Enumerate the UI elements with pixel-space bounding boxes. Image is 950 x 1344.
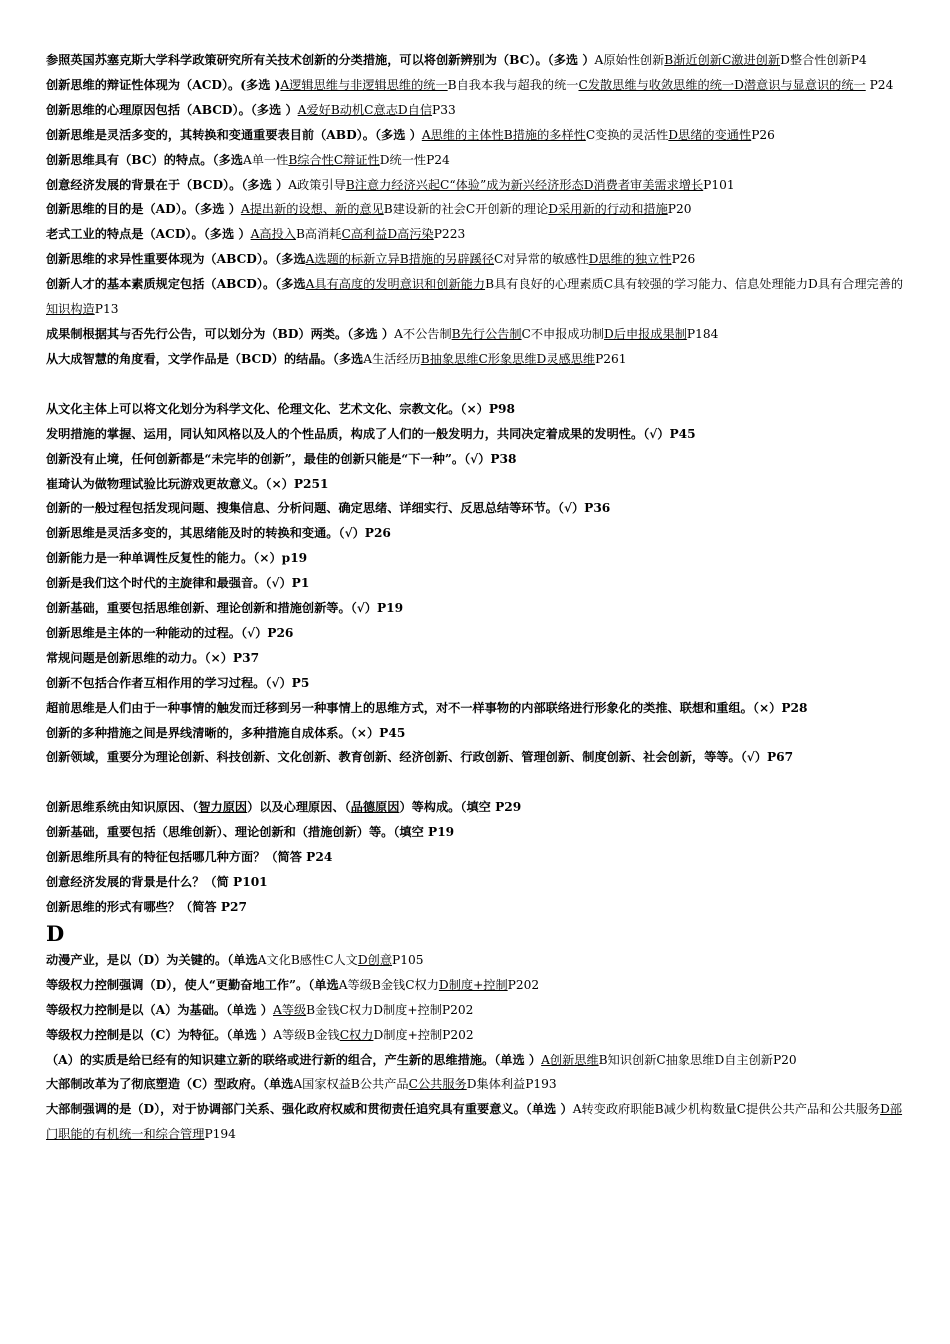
question-stem: 大部制改革为了彻底塑造（C）型政府。（单选	[46, 1077, 294, 1092]
answer-options: P101	[703, 177, 735, 192]
question-line	[46, 1097, 906, 1147]
answer-options-underlined: D制度+控制	[438, 977, 508, 992]
answer-options-underlined: B注意力经济兴起C“体验”成为新兴经济形态D消费者审美需求增长	[345, 177, 704, 192]
answer-options-underlined: B抽象思维C形象思维D灵感思维	[420, 351, 596, 366]
answer-options: A不公告制	[394, 326, 452, 341]
question-line	[46, 973, 906, 998]
answer-options-underlined: C发散思维与收敛思维的统一D潜意识与显意识的统一	[578, 77, 866, 92]
question-stem: 等级权力控制是以（A）为基础。（单选 ）	[46, 1002, 273, 1017]
true-false-line: 从文化主体上可以将文化划分为科学文化、伦理文化、艺术文化、宗教文化。（×）P98	[46, 401, 515, 416]
short-answer-line: 创新思维所具有的特征包括哪几种方面？（简答 P24	[46, 850, 333, 865]
question-line	[46, 1072, 906, 1097]
question-stem: 创新人才的基本素质规定包括（ABCD）。（多选	[46, 277, 306, 292]
answer-options: P223	[433, 227, 466, 242]
answer-options: P24	[865, 77, 894, 92]
answer-options: P261	[595, 351, 627, 366]
answer-options: P105	[392, 952, 424, 967]
answer-options-underlined: C公共服务	[408, 1077, 467, 1092]
question-stem: 创新思维的求异性重要体现为（ABCD）。（多选	[46, 252, 306, 267]
question-stem: 参照英国苏塞克斯大学科学政策研究所有关技术创新的分类措施，可以将创新辨别为（BC）。（多选 ）	[46, 53, 595, 67]
answer-options: C变换的灵活性	[585, 127, 669, 142]
single-choice-section	[46, 948, 906, 1147]
question-line	[46, 322, 906, 347]
answer-options: P184	[686, 326, 719, 341]
true-false-line: 创新能力是一种单调性反复性的能力。（×）p19	[46, 551, 308, 566]
question-line	[46, 98, 906, 123]
question-stem: 大部制强调的是（D），对于协调部门关系、强化政府权威和贯彻责任追究具有重要意义。（单选 ）	[46, 1102, 573, 1117]
question-stem: 等级权力控制是以（C）为特征。（单选 ）	[46, 1027, 274, 1042]
answer-options-underlined: B综合性C辩证性	[288, 152, 380, 167]
answer-options-underlined: A创新思维	[541, 1052, 599, 1067]
answer-options: P33	[432, 102, 456, 117]
true-false-section	[46, 397, 906, 771]
true-false-line: 创新不包括合作者互相作用的学习过程。（√）P5	[46, 675, 310, 690]
answer-options-underlined: A高投入	[250, 227, 296, 242]
question-stem: 创意经济发展的背景在于（BCD）。（多选 ）	[46, 177, 289, 192]
question-line	[46, 73, 906, 98]
answer-options: B金钱C权力D制度+控制P202	[306, 1002, 474, 1017]
question-stem: 创新思维的辩证性体现为（ACD）。(多选 )	[46, 77, 281, 92]
answer-options-underlined: A思维的主体性B措施的多样性	[421, 127, 586, 142]
true-false-line: 创新思维是主体的一种能动的过程。（√）P26	[46, 625, 294, 640]
question-line	[46, 948, 906, 973]
question-stem: 创新思维的心理原因包括（ABCD）。（多选 ）	[46, 102, 298, 117]
answer-options: P202	[507, 977, 540, 992]
true-false-line: 发明措施的掌握、运用，同认知风格以及人的个性品质，构成了人们的一般发明力，共同决定着成果的发明性。（√）P45	[46, 426, 696, 441]
answer-options-underlined: 知识构造	[46, 302, 95, 317]
question-line	[46, 1048, 906, 1073]
true-false-line: 创新领域，重要分为理论创新、科技创新、文化创新、教育创新、经济创新、行政创新、管理创新、制度创新、社会创新，等等。（√）P67	[46, 750, 794, 765]
answer-options: P194	[204, 1127, 236, 1142]
answer-options-underlined: B先行公告制	[451, 326, 522, 341]
question-stem: 动漫产业，是以（D）为关键的。（单选	[46, 952, 258, 967]
fill-in-line: 创新基础，重要包括（思维创新）、理论创新和（措施创新）等。（填空 P19	[46, 825, 455, 840]
question-line	[46, 123, 906, 148]
answer-options-underlined: A逻辑思维与非逻辑思维的统一	[280, 77, 448, 92]
answer-options: A等级B金钱	[273, 1027, 340, 1042]
true-false-line: 常规问题是创新思维的动力。（×）P37	[46, 650, 260, 665]
answer-options-underlined: A提出新的设想、新的意见	[240, 202, 384, 217]
true-false-line: 创新是我们这个时代的主旋律和最强音。（√）P1	[46, 576, 310, 591]
answer-options: C不申报成功制	[521, 326, 604, 341]
answer-options: D统一性P24	[379, 152, 450, 167]
answer-options: D整合性创新P4	[780, 53, 867, 67]
true-false-line: 创新的一般过程包括发现问题、搜集信息、分析问题、确定思绪、详细实行、反思总结等环节。（√）P36	[46, 501, 611, 516]
question-line	[46, 48, 906, 73]
answer-options-underlined: D采用新的行动和措施	[548, 202, 668, 217]
answer-options-underlined: D后申报成果制	[604, 326, 687, 341]
question-stem: 等级权力控制强调（D），使人“更勤奋地工作”。（单选	[46, 977, 339, 992]
answer-options: A单一性	[242, 152, 289, 167]
answer-options-underlined: D部门职能的有机统一和综合管理	[46, 1102, 903, 1142]
fill-in-section	[46, 795, 906, 920]
question-stem: 创新思维是灵活多变的，其转换和变通重要表目前（ABD）。（多选 ）	[46, 127, 422, 142]
answer-options-underlined: A爱好B动机C意志D自信	[297, 102, 433, 117]
answer-options: B具有良好的心理素质C具有较强的学习能力、信息处理能力D具有合理完善的	[485, 277, 904, 292]
question-line	[46, 197, 906, 222]
question-stem: 从大成智慧的角度看，文学作品是（BCD）的结晶。（多选	[46, 351, 364, 366]
question-line	[46, 247, 906, 272]
answer-options: A生活经历	[363, 351, 421, 366]
answer-options: B自我本我与超我的统一	[447, 77, 579, 92]
true-false-line: 创新思维是灵活多变的，其思绪能及时的转换和变通。（√）P26	[46, 526, 391, 541]
answer-options: P26	[751, 127, 775, 142]
answer-options-underlined: B渐近创新C激进创新	[664, 53, 781, 67]
multiple-choice-section	[46, 48, 906, 372]
answer-options: P26	[671, 252, 696, 267]
section-letter-heading: D	[46, 920, 65, 946]
question-line	[46, 222, 906, 247]
answer-options: A政策引导	[288, 177, 346, 192]
question-line	[46, 347, 906, 372]
answer-options: A原始性创新	[594, 53, 665, 67]
section-gap	[46, 770, 906, 795]
answer-options-underlined: C权力	[339, 1027, 374, 1042]
answer-options-underlined: A等级	[272, 1002, 307, 1017]
question-stem: 创新思维的目的是（AD）。（多选 ）	[46, 202, 241, 217]
true-false-line: 创新没有止境，任何创新都是“未完毕的创新”，最佳的创新只能是“下一种”。（√）P38	[46, 451, 517, 466]
question-stem: （A）的实质是给已经有的知识建立新的联络或进行新的组合，产生新的思维措施。（单选 ）	[46, 1052, 542, 1067]
answer-options-underlined: A选题的标新立异B措施的另辟蹊径	[305, 252, 495, 267]
true-false-line: 创新的多种措施之间是界线清晰的，多种措施自成体系。（×）P45	[46, 725, 406, 740]
section-gap	[46, 372, 906, 397]
true-false-line: 超前思维是人们由于一种事情的触发而迁移到另一种事情上的思维方式，对不一样事物的内部联络进行形象化的类推、联想和重组。（×）P28	[46, 700, 808, 715]
question-line	[46, 272, 906, 322]
answer-options-underlined: D思绪的变通性	[668, 127, 752, 142]
answer-options: B建设新的社会C开创新的理论	[383, 202, 549, 217]
answer-options: B高消耗	[295, 227, 342, 242]
answer-options: A转变政府职能B减少机构数量C提供公共产品和公共服务	[572, 1102, 881, 1117]
question-stem: 老式工业的特点是（ACD）。（多选 ）	[46, 227, 251, 242]
answer-options-underlined: C高利益D高污染	[341, 227, 434, 242]
fill-in-line: 创新思维系统由知识原因、（智力原因）以及心理原因、（品德原因）等构成。（填空 P29	[46, 800, 522, 815]
answer-options: A文化B感性C人文	[257, 952, 358, 967]
true-false-line: 创新基础，重要包括思维创新、理论创新和措施创新等。（√）P19	[46, 601, 404, 616]
answer-options: D集体利益P193	[466, 1077, 557, 1092]
answer-options-underlined: A具有高度的发明意识和创新能力	[305, 277, 486, 292]
answer-options: B知识创新C抽象思维D自主创新P20	[598, 1052, 797, 1067]
answer-options: D制度+控制P202	[373, 1027, 474, 1042]
question-line	[46, 998, 906, 1023]
answer-options: A等级B金钱C权力	[338, 977, 439, 992]
question-stem: 创新思维具有（BC）的特点。（多选	[46, 152, 243, 167]
question-line	[46, 173, 906, 198]
question-line	[46, 148, 906, 173]
question-line	[46, 1023, 906, 1048]
answer-options-underlined: D思维的独立性	[588, 252, 672, 267]
true-false-line: 崔琦认为做物理试验比玩游戏更故意义。（×）P251	[46, 476, 329, 491]
answer-options: C对异常的敏感性	[494, 252, 589, 267]
question-stem: 成果制根据其与否先行公告，可以划分为（BD）两类。（多选 ）	[46, 326, 395, 341]
short-answer-line: 创新思维的形式有哪些？（简答 P27	[46, 900, 247, 914]
answer-options: A国家权益B公共产品	[293, 1077, 409, 1092]
answer-options: P13	[94, 302, 119, 317]
short-answer-line: 创意经济发展的背景是什么？（简 P101	[46, 875, 268, 890]
answer-options: P20	[667, 202, 692, 217]
answer-options-underlined: D创意	[357, 952, 393, 967]
